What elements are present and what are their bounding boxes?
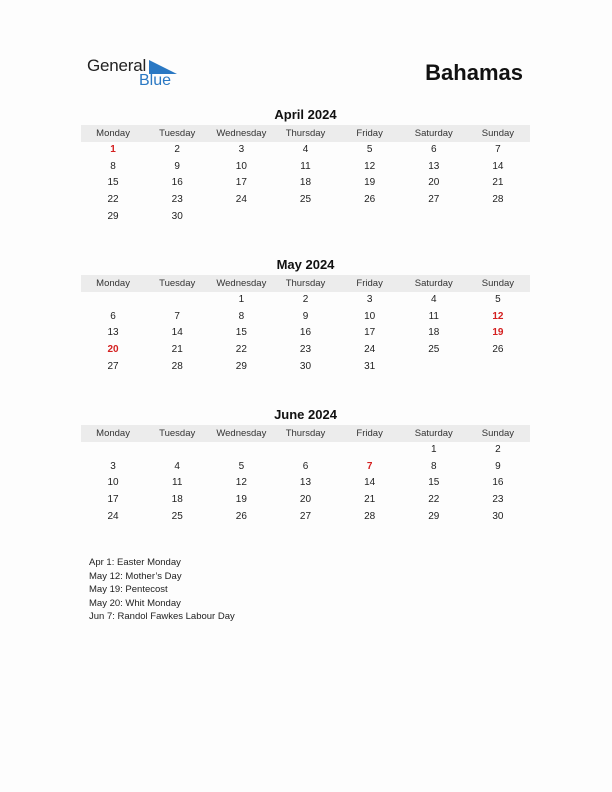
weekday-label: Monday [96, 278, 130, 289]
holiday-entry: May 12: Mother’s Day [89, 570, 182, 582]
day-cell: 23 [299, 344, 312, 356]
month-may [81, 257, 530, 375]
day-cell: 25 [299, 194, 312, 206]
day-cell: 5 [366, 144, 373, 155]
day-cell: 1 [238, 294, 245, 305]
day-cell [466, 359, 530, 376]
day-cell: 6 [110, 310, 116, 322]
day-cell: 26 [235, 510, 247, 522]
weekday-label: Wednesday [216, 128, 267, 139]
day-cell: 18 [171, 494, 183, 506]
day-cell: 8 [430, 460, 437, 472]
week-row [81, 325, 530, 342]
day-cell: 19 [364, 177, 376, 189]
day-cell: 26 [492, 344, 504, 356]
day-cell: 22 [428, 494, 440, 506]
day-cell: 16 [299, 327, 312, 339]
day-cell: 10 [107, 477, 119, 489]
day-cell: 14 [364, 477, 376, 489]
month-april [81, 107, 530, 225]
day-cell: 5 [495, 294, 501, 305]
day-cell: 21 [364, 494, 376, 506]
day-cell: 25 [428, 344, 440, 356]
day-cell: 13 [107, 327, 119, 339]
day-cell: 27 [299, 510, 312, 522]
weekday-label: Saturday [414, 428, 453, 439]
day-cell: 22 [235, 344, 247, 356]
day-cell: 13 [428, 160, 440, 172]
logo-general-text: General [87, 56, 147, 75]
day-cell [273, 442, 337, 459]
day-cell: 21 [171, 344, 183, 356]
weekday-label: Friday [356, 428, 383, 439]
month-title: April 2024 [274, 107, 337, 122]
day-cell [209, 209, 273, 226]
weekday-label: Saturday [414, 278, 453, 289]
day-cell: 10 [235, 160, 247, 172]
day-cell [402, 209, 466, 226]
weekday-label: Sunday [481, 278, 515, 289]
day-cell: 3 [238, 144, 245, 155]
day-cell: 14 [492, 160, 504, 172]
week-row [81, 359, 530, 376]
day-cell: 7 [174, 310, 180, 322]
day-cell: 11 [172, 477, 183, 489]
day-cell: 19 [492, 327, 504, 339]
week-row [81, 142, 530, 159]
day-cell: 16 [171, 177, 183, 189]
day-cell: 17 [107, 494, 119, 506]
holiday-entry: Apr 1: Easter Monday [89, 557, 181, 568]
day-cell: 12 [235, 477, 247, 489]
day-cell: 1 [110, 144, 116, 155]
day-cell [145, 292, 209, 309]
day-cell: 13 [299, 477, 312, 489]
day-cell: 11 [428, 310, 439, 322]
weekday-label: Friday [356, 278, 383, 289]
day-cell: 17 [235, 177, 247, 189]
day-cell: 12 [492, 310, 504, 322]
day-cell [209, 442, 273, 459]
day-cell: 9 [495, 460, 501, 472]
day-cell: 24 [364, 344, 376, 356]
day-cell: 3 [366, 294, 373, 305]
weekday-label: Friday [356, 128, 383, 139]
month-title: June 2024 [274, 407, 337, 422]
week-row [81, 342, 530, 359]
holiday-list [89, 556, 235, 624]
weekday-label: Tuesday [159, 428, 196, 439]
weekday-label: Thursday [285, 128, 326, 139]
day-cell: 30 [299, 360, 312, 372]
day-cell [81, 442, 145, 459]
day-cell: 20 [299, 494, 312, 506]
week-row [81, 492, 530, 509]
day-cell: 28 [171, 360, 183, 372]
weekday-label: Tuesday [159, 278, 196, 289]
day-cell: 7 [495, 144, 501, 155]
day-cell: 27 [428, 194, 440, 206]
day-cell: 30 [171, 210, 183, 222]
day-cell: 22 [107, 194, 119, 206]
day-cell: 4 [430, 294, 437, 305]
logo-blue-text: Blue [139, 72, 172, 89]
day-cell [273, 209, 337, 226]
weekday-label: Wednesday [216, 278, 267, 289]
day-cell: 24 [235, 194, 247, 206]
day-cell: 15 [107, 177, 119, 189]
weekday-label: Wednesday [216, 428, 267, 439]
day-cell: 2 [174, 144, 180, 155]
week-row [81, 292, 530, 309]
holiday-entry: May 20: Whit Monday [89, 597, 181, 609]
day-cell: 2 [495, 444, 501, 455]
day-cell: 7 [366, 460, 373, 472]
weekday-label: Monday [96, 428, 130, 439]
week-row [81, 175, 530, 192]
day-cell: 27 [107, 360, 119, 372]
week-row [81, 509, 530, 526]
day-cell: 3 [110, 460, 116, 472]
day-cell: 10 [364, 310, 376, 322]
day-cell: 15 [428, 477, 440, 489]
day-cell [338, 209, 402, 226]
day-cell: 23 [171, 194, 183, 206]
day-cell: 1 [430, 444, 437, 455]
day-cell [145, 442, 209, 459]
day-cell: 18 [299, 177, 312, 189]
holiday-entry: Jun 7: Randol Fawkes Labour Day [89, 611, 235, 622]
week-row [81, 192, 530, 209]
day-cell: 8 [238, 310, 245, 322]
weekday-header [81, 125, 530, 142]
country-title: Bahamas [425, 60, 523, 85]
week-row [81, 475, 530, 492]
day-cell: 16 [492, 477, 504, 489]
day-cell: 24 [107, 510, 119, 522]
day-cell [81, 292, 145, 309]
day-cell: 21 [492, 177, 504, 189]
day-cell: 4 [302, 144, 309, 155]
day-cell: 23 [492, 494, 504, 506]
weekday-label: Sunday [481, 428, 515, 439]
weekday-header [81, 275, 530, 292]
weekday-label: Saturday [414, 128, 453, 139]
week-row [81, 209, 530, 226]
week-row [81, 459, 530, 476]
week-row [81, 442, 530, 459]
day-cell: 4 [174, 460, 180, 472]
day-cell: 26 [364, 194, 376, 206]
day-cell: 30 [492, 510, 504, 522]
week-row [81, 159, 530, 176]
day-cell [466, 209, 530, 226]
day-cell: 17 [364, 327, 376, 339]
weekday-header [81, 425, 530, 442]
month-june [81, 407, 530, 525]
day-cell: 28 [492, 194, 504, 206]
weekday-label: Sunday [481, 128, 515, 139]
day-cell: 29 [107, 210, 119, 222]
day-cell [338, 442, 402, 459]
day-cell: 8 [110, 160, 116, 172]
day-cell: 19 [235, 494, 247, 506]
day-cell: 20 [428, 177, 440, 189]
day-cell: 29 [428, 510, 440, 522]
day-cell: 31 [364, 360, 376, 372]
day-cell: 6 [430, 144, 437, 155]
day-cell: 9 [302, 310, 309, 322]
weekday-label: Thursday [285, 278, 326, 289]
day-cell: 2 [302, 294, 309, 305]
day-cell: 11 [300, 160, 311, 172]
day-cell: 28 [364, 510, 376, 522]
day-cell: 29 [235, 360, 247, 372]
generalblue-logo [87, 56, 182, 90]
day-cell: 5 [238, 460, 245, 472]
week-row [81, 309, 530, 326]
day-cell: 9 [174, 160, 180, 172]
day-cell: 20 [107, 344, 119, 356]
holiday-entry: May 19: Pentecost [89, 584, 168, 595]
day-cell: 15 [235, 327, 247, 339]
day-cell: 14 [171, 327, 183, 339]
day-cell: 12 [364, 160, 376, 172]
weekday-label: Tuesday [159, 128, 196, 139]
day-cell: 18 [428, 327, 440, 339]
day-cell: 6 [302, 460, 309, 472]
day-cell: 25 [171, 510, 183, 522]
weekday-label: Monday [96, 128, 130, 139]
month-title: May 2024 [276, 257, 335, 272]
weekday-label: Thursday [285, 428, 326, 439]
day-cell [402, 359, 466, 376]
